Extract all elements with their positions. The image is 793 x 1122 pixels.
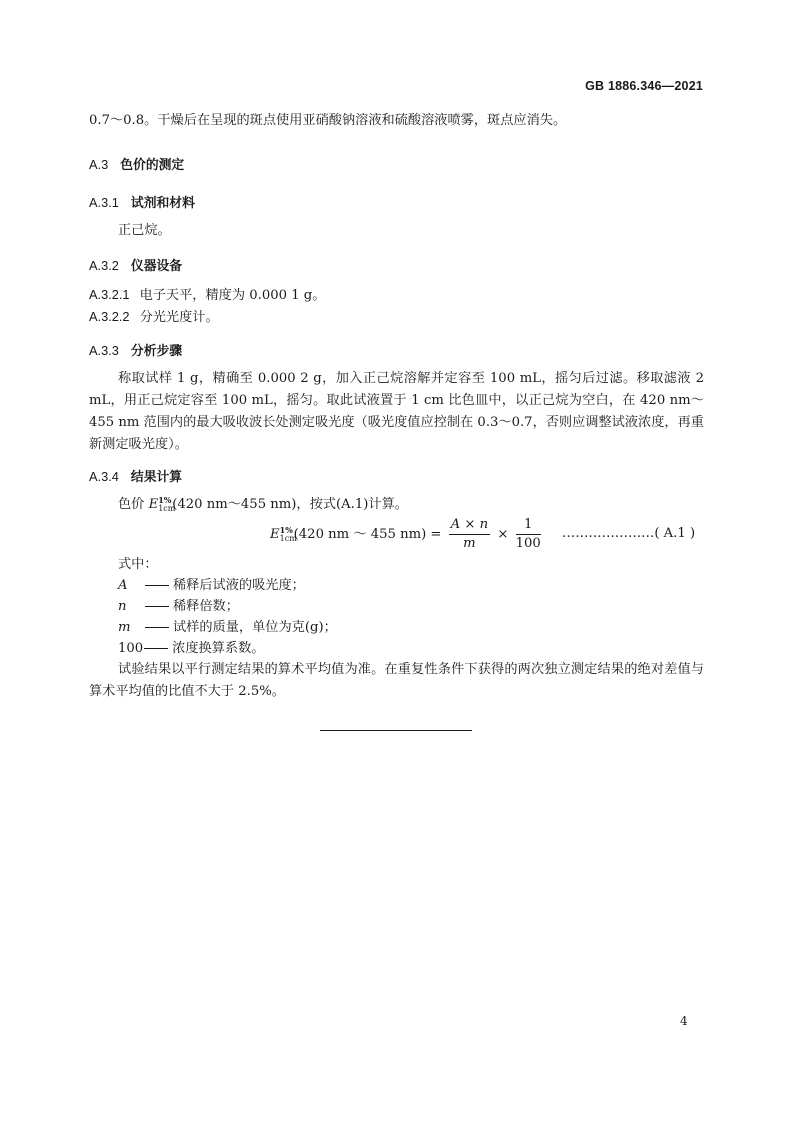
sup-sub-script [279,524,297,544]
lhs-range: (420 nm ～ 455 nm) = [293,527,442,542]
heading-title: 试剂和材料 [130,195,195,210]
clause-a321 [89,284,325,307]
subscript: 1cm [158,503,176,513]
clause-number: A.3.2.1 [89,287,130,302]
end-rule [320,730,472,731]
intro-suffix: ，按式(A.1)计算。 [296,497,408,512]
heading-number: A.3.3 [89,343,119,358]
equation-label: …………………( A.1 ) [562,526,696,541]
em-dash [145,606,169,607]
equation-a1 [270,516,544,553]
heading-title: 分析步骤 [130,343,183,358]
heading-number: A.3.1 [89,195,119,210]
procedure-paragraph: 称取试样 1 g，精确至 0.000 2 g，加入正己烷溶解并定容至 100 mL，摇匀后过滤。移取滤液 2 mL，用正己烷定容至 100 mL，摇匀。取此试液置于 1 cm 比色皿中，以正己烷为空白，在 420 nm～455 nm 范围内的最大吸收波长处测定吸光度（吸光度值应控制在 0.3～0.7，否则应调整试液浓度，再重新测定吸光度）。 [89,371,704,452]
heading-a33 [89,340,182,359]
em-dash [145,585,169,586]
heading-a34 [89,466,182,485]
fraction-scale [516,516,541,553]
clause-number: A.3.2.2 [89,309,130,324]
heading-a32 [89,255,182,274]
fraction-denominator: m [463,536,476,551]
where-symbol: A [118,578,128,593]
clause-text: 分光光度计。 [139,310,219,325]
heading-title: 色价的测定 [120,157,185,172]
reagent-text: 正己烷。 [118,223,171,238]
times-sign: × [497,527,509,542]
where-description: 稀释倍数； [173,599,239,614]
where-symbol: m [118,620,131,635]
heading-number: A.3 [89,157,109,172]
heading-number: A.3.2 [89,258,119,273]
conclusion-paragraph: 试验结果以平行测定结果的算术平均值为准。在重复性条件下获得的两次独立测定结果的绝对差值与算术平均值的比值不大于 2.5%。 [89,662,704,699]
sup-sub-script [158,494,176,514]
where-symbol: 100 [118,641,144,656]
symbol-e: E [148,497,159,512]
superscript: 1% [158,494,172,505]
where-item [118,617,337,639]
document-code: GB 1886.346—2021 [585,79,703,93]
fraction-main [449,516,490,553]
intro-prefix: 色价 [118,497,149,512]
subscript: 1cm [279,533,297,543]
heading-number: A.3.4 [89,469,119,484]
em-dash [145,627,169,628]
page-number: 4 [680,1014,688,1028]
heading-a3 [89,154,184,173]
where-description: 稀释后试液的吸光度； [173,578,305,593]
where-item [118,638,264,660]
clause-text: 电子天平，精度为 0.000 1 g。 [139,288,326,303]
where-item [118,596,239,618]
where-description: 试样的质量，单位为克(g)； [173,620,337,635]
wavelength-range: (420 nm～455 nm) [172,497,297,512]
heading-a31 [89,192,195,211]
carry-over-text: 0.7～0.8。干燥后在呈现的斑点使用亚硝酸钠溶液和硫酸溶液喷雾，斑点应消失。 [89,113,567,128]
where-description: 浓度换算系数。 [172,641,265,656]
where-item [118,575,305,597]
symbol-e: E [270,527,280,542]
where-label: 式中： [118,557,158,572]
where-symbol: n [118,599,127,614]
formula-intro [118,494,408,516]
em-dash [144,648,168,649]
heading-title: 结果计算 [130,469,183,484]
heading-title: 仪器设备 [130,258,183,273]
fraction-denominator: 100 [515,536,541,551]
clause-a322 [89,306,219,329]
fraction-numerator: 1 [516,516,541,535]
fraction-numerator: A × n [449,516,490,535]
superscript: 1% [279,524,293,535]
